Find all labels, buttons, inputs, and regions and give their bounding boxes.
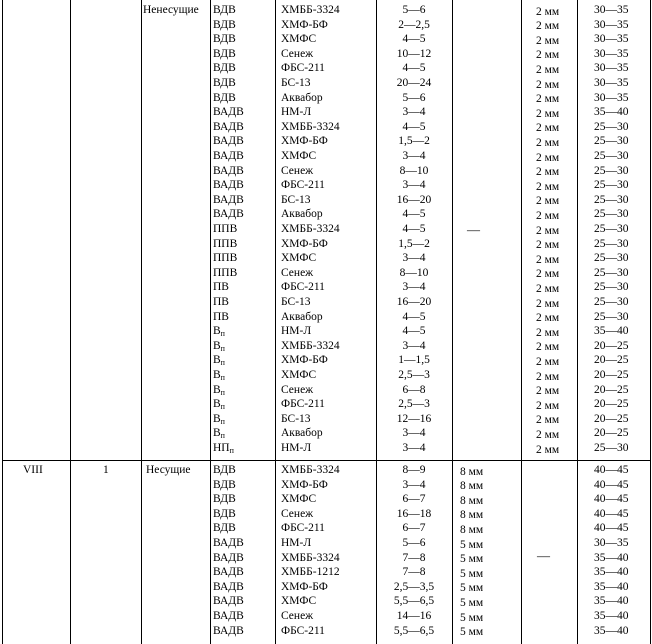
cell-material: Сенеж bbox=[281, 507, 314, 520]
cell-thickness: 8—10 bbox=[399, 164, 429, 177]
cell-thickness: 10—12 bbox=[396, 47, 432, 60]
cell-thickness: 1,5—2 bbox=[398, 135, 430, 148]
cell-material: ФБС-211 bbox=[281, 522, 325, 535]
cell-type bbox=[213, 120, 244, 135]
cell-gap: 2 мм bbox=[536, 209, 560, 222]
type-subscript: п bbox=[220, 431, 225, 441]
cell-thickness: 4—5 bbox=[402, 310, 426, 323]
cell-material: ФБС-211 bbox=[281, 398, 325, 411]
cell-time: 35—40 bbox=[594, 580, 629, 593]
cell-material: ХМФ-БФ bbox=[281, 18, 328, 31]
cell-thickness: 3—4 bbox=[402, 442, 426, 454]
type-label: ВАДВ bbox=[213, 150, 244, 162]
type-label: В bbox=[213, 412, 221, 425]
type-label: ВАДВ bbox=[213, 208, 244, 221]
cell-type bbox=[213, 134, 244, 149]
cell-gap: 8 мм bbox=[460, 523, 484, 536]
cell-material: ХМФ-БФ bbox=[281, 135, 328, 148]
cell-time: 35—40 bbox=[594, 624, 629, 637]
cell-time: 30—35 bbox=[594, 537, 629, 549]
type-label: ВДВ bbox=[213, 464, 236, 476]
type-label: ВДВ bbox=[213, 4, 236, 16]
type-label: ВАДВ bbox=[213, 135, 244, 148]
cell-thickness: 3—4 bbox=[402, 150, 426, 162]
cell-time: 40—45 bbox=[594, 464, 629, 476]
cell-material: БС-13 bbox=[281, 296, 311, 308]
type-label: ППВ bbox=[213, 266, 238, 279]
cell-thickness: 2—2,5 bbox=[398, 18, 430, 31]
cell-time: 20—25 bbox=[594, 354, 629, 367]
cell-material: ФБС-211 bbox=[281, 624, 325, 637]
cell-material: ХМФ-БФ bbox=[281, 237, 328, 250]
cell-gap: 2 мм bbox=[536, 224, 560, 237]
cell-time: 25—30 bbox=[594, 266, 629, 279]
cell-time: 35—40 bbox=[594, 566, 629, 579]
type-label: ВАДВ bbox=[213, 179, 244, 192]
cell-time: 20—25 bbox=[594, 383, 629, 396]
cell-gap: 8 мм bbox=[460, 480, 484, 493]
cell-material: ХМФС bbox=[281, 252, 317, 265]
cell-time: 35—40 bbox=[594, 551, 629, 564]
type-label: В bbox=[213, 398, 221, 411]
cell-thickness: 5—6 bbox=[402, 4, 426, 16]
type-subscript: п bbox=[220, 373, 225, 382]
cell-gap: 2 мм bbox=[536, 136, 560, 149]
cell-time: 30—35 bbox=[594, 77, 629, 89]
cell-type bbox=[213, 61, 236, 76]
column-divider bbox=[210, 0, 211, 644]
cell-material: НМ-Л bbox=[281, 442, 312, 454]
column-divider bbox=[577, 0, 578, 644]
cell-thickness: 6—8 bbox=[402, 383, 426, 396]
cell-time: 35—40 bbox=[594, 595, 629, 608]
cell-gap: 2 мм bbox=[536, 49, 560, 62]
cell-thickness: 2,5—3 bbox=[398, 398, 430, 411]
cell-gap: 2 мм bbox=[536, 399, 560, 412]
cell-material: Аквабор bbox=[281, 310, 323, 323]
cell-gap: 2 мм bbox=[536, 78, 560, 91]
column-divider bbox=[521, 0, 522, 644]
cell-material: ХМФ-БФ bbox=[281, 354, 328, 367]
cell-material: Сенеж bbox=[281, 266, 314, 279]
cell-type bbox=[213, 32, 236, 47]
cell-thickness: 3—4 bbox=[402, 427, 426, 440]
cell-time: 40—45 bbox=[594, 493, 629, 506]
cell-thickness: 7—8 bbox=[402, 551, 426, 564]
cell-material: Сенеж bbox=[281, 47, 314, 60]
cell-type bbox=[213, 164, 244, 179]
cell-material: Сенеж bbox=[281, 610, 314, 622]
cell-gap: 5 мм bbox=[460, 611, 484, 624]
cell-type bbox=[213, 310, 229, 325]
group-label: Ненесущие bbox=[143, 4, 199, 16]
cell-material: ХМФС bbox=[281, 33, 317, 46]
type-label: ВАДВ bbox=[213, 120, 244, 133]
cell-material: ХМББ-3324 bbox=[281, 339, 340, 352]
cell-material: ХМББ-3324 bbox=[281, 120, 340, 133]
type-label: В bbox=[213, 383, 221, 396]
cell-material: НМ-Л bbox=[281, 325, 312, 338]
cell-type bbox=[213, 237, 237, 252]
cell-gap: 2 мм bbox=[536, 428, 560, 441]
cell-material: НМ-Л bbox=[281, 106, 312, 119]
cell-material: ХМФ-БФ bbox=[281, 478, 328, 491]
cell-type bbox=[213, 441, 234, 459]
cell-gap: 2 мм bbox=[536, 122, 560, 135]
cell-type bbox=[213, 280, 229, 295]
type-subscript: п bbox=[220, 387, 225, 397]
cell-gap: 2 мм bbox=[536, 166, 560, 179]
cell-thickness: 4—5 bbox=[402, 325, 426, 338]
row-number: 1 bbox=[103, 464, 109, 476]
cell-time: 35—40 bbox=[594, 325, 629, 338]
cell-thickness: 3—4 bbox=[402, 478, 426, 491]
cell-thickness: 6—7 bbox=[402, 493, 426, 506]
type-subscript: п bbox=[220, 329, 225, 339]
cell-material: ХМФС bbox=[281, 595, 317, 608]
cell-gap: 5 мм bbox=[460, 567, 484, 580]
cell-time: 30—35 bbox=[594, 4, 629, 16]
type-subscript: п bbox=[220, 402, 225, 412]
cell-thickness: 5—6 bbox=[402, 91, 426, 104]
type-label: ППВ bbox=[213, 223, 238, 235]
type-label: ВАДВ bbox=[213, 566, 244, 579]
type-label: ВДВ bbox=[213, 33, 236, 46]
cell-time: 30—35 bbox=[594, 62, 629, 75]
cell-time: 25—30 bbox=[594, 310, 629, 323]
cell-time: 25—30 bbox=[594, 281, 629, 294]
cell-gap: 8 мм bbox=[460, 465, 484, 478]
cell-gap: 2 мм bbox=[536, 341, 560, 354]
cell-type bbox=[213, 463, 236, 478]
cell-material: Аквабор bbox=[281, 208, 323, 221]
cell-gap: 2 мм bbox=[536, 107, 560, 120]
cell-gap: 2 мм bbox=[536, 355, 560, 368]
cell-thickness: 3—4 bbox=[402, 339, 426, 352]
cell-time: 25—30 bbox=[594, 193, 629, 206]
type-label: ВДВ bbox=[213, 47, 236, 60]
cell-thickness: 16—20 bbox=[396, 193, 432, 206]
type-label: В bbox=[213, 369, 221, 381]
section-divider bbox=[2, 460, 651, 461]
cell-type bbox=[213, 18, 236, 33]
cell-material: БС-13 bbox=[281, 77, 311, 89]
cell-thickness: 2,5—3,5 bbox=[393, 580, 435, 593]
cell-gap: 5 мм bbox=[460, 553, 484, 566]
column-divider bbox=[70, 0, 71, 644]
cell-type bbox=[213, 266, 237, 281]
cell-thickness: 8—10 bbox=[399, 266, 429, 279]
cell-thickness: 3—4 bbox=[402, 106, 426, 119]
type-label: ВДВ bbox=[213, 62, 236, 75]
cell-type bbox=[213, 149, 244, 164]
cell-type bbox=[213, 105, 244, 120]
type-label: ВДВ bbox=[213, 493, 236, 506]
cell-time: 40—45 bbox=[594, 478, 629, 491]
cell-time: 20—25 bbox=[594, 427, 629, 440]
cell-type bbox=[213, 565, 244, 580]
type-label: В bbox=[213, 427, 221, 440]
column-divider bbox=[275, 0, 276, 644]
cell-thickness: 3—4 bbox=[402, 281, 426, 294]
cell-type bbox=[213, 536, 244, 551]
cell-type bbox=[213, 521, 236, 536]
cell-material: БС-13 bbox=[281, 412, 311, 425]
cell-type bbox=[213, 580, 244, 595]
cell-gap: 2 мм bbox=[536, 151, 560, 164]
type-label: ВДВ bbox=[213, 18, 236, 31]
cell-thickness: 6—7 bbox=[402, 522, 426, 535]
cell-gap: 2 мм bbox=[536, 239, 560, 252]
cell-material: ХМББ-3324 bbox=[281, 464, 340, 476]
cell-thickness: 2,5—3 bbox=[398, 369, 430, 381]
type-label: ВАДВ bbox=[213, 193, 244, 206]
cell-type bbox=[213, 551, 244, 566]
cell-time: 25—30 bbox=[594, 208, 629, 221]
cell-type bbox=[213, 207, 244, 222]
cell-material: БС-13 bbox=[281, 193, 311, 206]
cell-thickness: 3—4 bbox=[402, 252, 426, 265]
cell-gap: 2 мм bbox=[536, 312, 560, 325]
cell-gap: 2 мм bbox=[536, 180, 560, 193]
type-label: ВДВ bbox=[213, 507, 236, 520]
type-label: ВДВ bbox=[213, 522, 236, 535]
group-label: Несущие bbox=[146, 464, 191, 476]
cell-type bbox=[213, 624, 244, 639]
cell-material: Сенеж bbox=[281, 383, 314, 396]
type-label: В bbox=[213, 354, 221, 367]
cell-time: 20—25 bbox=[594, 398, 629, 411]
cell-gap: 2 мм bbox=[536, 34, 560, 47]
cell-material: ХМФС bbox=[281, 369, 317, 381]
type-label: ВДВ bbox=[213, 91, 236, 104]
cell-material: ФБС-211 bbox=[281, 62, 325, 75]
cell-gap: 2 мм bbox=[536, 326, 560, 339]
cell-gap: 2 мм bbox=[536, 93, 560, 106]
cell-thickness: 3—4 bbox=[402, 179, 426, 192]
cell-time: 40—45 bbox=[594, 507, 629, 520]
cell-gap: 2 мм bbox=[536, 297, 560, 310]
cell-thickness: 8—9 bbox=[402, 464, 426, 476]
column-divider bbox=[452, 0, 453, 644]
cell-type bbox=[213, 193, 244, 208]
cell-material: ХМББ-3324 bbox=[281, 551, 340, 564]
type-label: ПВ bbox=[213, 310, 229, 323]
cell-gap: 8 мм bbox=[460, 494, 484, 507]
column-divider bbox=[141, 0, 142, 644]
cell-type bbox=[213, 178, 244, 193]
cell-gap: 2 мм bbox=[536, 195, 560, 208]
cell-material: ХМББ-3324 bbox=[281, 4, 340, 16]
cell-type bbox=[213, 478, 236, 493]
table-border-left bbox=[2, 0, 3, 644]
cell-material: ХМФС bbox=[281, 493, 317, 506]
cell-type bbox=[213, 507, 236, 522]
cell-time: 25—30 bbox=[594, 237, 629, 250]
cell-gap: 2 мм bbox=[536, 414, 560, 427]
cell-material: ХМББ-1212 bbox=[281, 566, 340, 579]
cell-thickness: 16—20 bbox=[396, 296, 432, 308]
cell-time: 25—30 bbox=[594, 164, 629, 177]
type-label: ПВ bbox=[213, 296, 229, 308]
cell-time: 30—35 bbox=[594, 47, 629, 60]
cell-type bbox=[213, 3, 236, 18]
type-label: ППВ bbox=[213, 237, 238, 250]
cell-material: ФБС-211 bbox=[281, 281, 325, 294]
type-label: ВАДВ bbox=[213, 106, 244, 119]
cell-gap: 2 мм bbox=[536, 443, 560, 456]
cell-type bbox=[213, 251, 237, 266]
cell-time: 35—40 bbox=[594, 610, 629, 622]
cell-gap: 5 мм bbox=[460, 626, 484, 639]
cell-time: 25—30 bbox=[594, 252, 629, 265]
cell-type bbox=[213, 295, 229, 310]
cell-thickness: 4—5 bbox=[402, 62, 426, 75]
cell-thickness: 1—1,5 bbox=[398, 354, 430, 367]
cell-time: 30—35 bbox=[594, 91, 629, 104]
cell-time: 25—30 bbox=[594, 442, 629, 454]
cell-time: 25—30 bbox=[594, 296, 629, 308]
cell-thickness: 4—5 bbox=[402, 33, 426, 46]
cell-gap: 2 мм bbox=[536, 370, 560, 383]
cell-type bbox=[213, 594, 244, 609]
cell-material: Аквабор bbox=[281, 427, 323, 440]
cell-type bbox=[213, 222, 237, 237]
cell-gap: 2 мм bbox=[536, 63, 560, 76]
dash-mark: — bbox=[537, 548, 550, 563]
type-label: ПВ bbox=[213, 281, 229, 294]
type-label: ВДВ bbox=[213, 77, 236, 89]
cell-time: 25—30 bbox=[594, 120, 629, 133]
type-subscript: п bbox=[220, 343, 225, 353]
dash-mark: — bbox=[467, 222, 480, 237]
cell-thickness: 5—6 bbox=[402, 537, 426, 549]
type-subscript: п bbox=[220, 358, 225, 368]
cell-thickness: 4—5 bbox=[402, 120, 426, 133]
type-label: ВАДВ bbox=[213, 595, 244, 608]
type-label: ВДВ bbox=[213, 478, 236, 491]
cell-material: ХМФ-БФ bbox=[281, 580, 328, 593]
cell-thickness: 12—16 bbox=[396, 412, 432, 425]
cell-gap: 5 мм bbox=[460, 538, 484, 551]
type-label: ВАДВ bbox=[213, 610, 244, 622]
cell-gap: 2 мм bbox=[536, 253, 560, 266]
cell-gap: 2 мм bbox=[536, 282, 560, 295]
cell-type bbox=[213, 492, 236, 507]
cell-time: 25—30 bbox=[594, 179, 629, 192]
section-number: VIII bbox=[23, 464, 43, 476]
cell-material: Аквабор bbox=[281, 91, 323, 104]
cell-material: ХМББ-3324 bbox=[281, 223, 340, 235]
cell-time: 30—35 bbox=[594, 33, 629, 46]
cell-time: 35—40 bbox=[594, 106, 629, 119]
cell-gap: 2 мм bbox=[536, 385, 560, 398]
cell-thickness: 16—18 bbox=[396, 507, 432, 520]
cell-type bbox=[213, 76, 236, 91]
cell-time: 25—30 bbox=[594, 223, 629, 235]
cell-gap: 5 мм bbox=[460, 596, 484, 609]
cell-gap: 8 мм bbox=[460, 509, 484, 522]
cell-time: 25—30 bbox=[594, 150, 629, 162]
type-label: ВАДВ bbox=[213, 537, 244, 549]
cell-material: НМ-Л bbox=[281, 537, 312, 549]
type-label: В bbox=[213, 339, 221, 352]
type-label: ВАДВ bbox=[213, 624, 244, 637]
cell-thickness: 5,5—6,5 bbox=[393, 624, 435, 637]
type-subscript: п bbox=[220, 416, 225, 426]
cell-thickness: 7—8 bbox=[402, 566, 426, 579]
cell-time: 30—35 bbox=[594, 18, 629, 31]
cell-gap: 2 мм bbox=[536, 268, 560, 281]
type-label: ВАДВ bbox=[213, 551, 244, 564]
type-subscript: п bbox=[229, 446, 234, 455]
cell-gap: 2 мм bbox=[536, 5, 560, 18]
cell-gap: 5 мм bbox=[460, 582, 484, 595]
cell-time: 20—25 bbox=[594, 412, 629, 425]
cell-time: 25—30 bbox=[594, 135, 629, 148]
cell-time: 20—25 bbox=[594, 339, 629, 352]
cell-type bbox=[213, 91, 236, 106]
type-label: ВАДВ bbox=[213, 580, 244, 593]
cell-material: Сенеж bbox=[281, 164, 314, 177]
cell-thickness: 4—5 bbox=[402, 208, 426, 221]
type-label: ППВ bbox=[213, 252, 238, 265]
cell-type bbox=[213, 609, 244, 624]
cell-thickness: 4—5 bbox=[402, 223, 426, 235]
table-border-right bbox=[650, 0, 651, 644]
cell-type bbox=[213, 47, 236, 62]
cell-thickness: 5,5—6,5 bbox=[393, 595, 435, 608]
type-label: ВАДВ bbox=[213, 164, 244, 177]
type-label: НП bbox=[213, 442, 230, 454]
cell-material: ХМФС bbox=[281, 150, 317, 162]
cell-thickness: 14—16 bbox=[396, 610, 432, 622]
cell-time: 40—45 bbox=[594, 522, 629, 535]
type-label: В bbox=[213, 325, 221, 338]
cell-material: ФБС-211 bbox=[281, 179, 325, 192]
cell-gap: 2 мм bbox=[536, 20, 560, 33]
cell-thickness: 1,5—2 bbox=[398, 237, 430, 250]
cell-time: 20—25 bbox=[594, 369, 629, 381]
cell-thickness: 20—24 bbox=[396, 77, 432, 89]
